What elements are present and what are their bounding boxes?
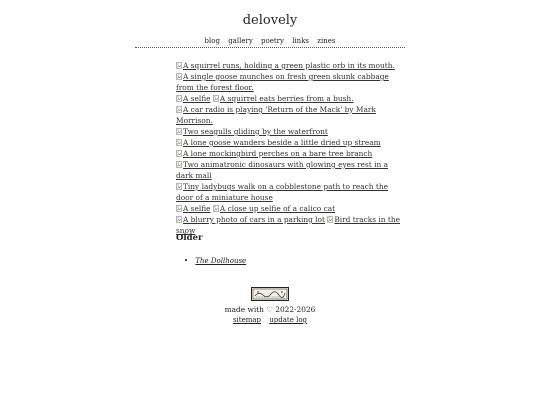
gallery-photo-alt-text: A lone mockingbird perches on a bare tree branch: [183, 149, 373, 158]
nav-link-gallery[interactable]: gallery: [228, 37, 253, 45]
gallery-row: [176, 203, 406, 214]
gallery-row: [176, 71, 406, 93]
main-nav: [0, 37, 540, 45]
gallery-row: [176, 214, 406, 236]
nav-link-zines[interactable]: zines: [317, 37, 336, 45]
gallery-photo-alt-text: A squirrel eats berries from a bush.: [219, 94, 354, 103]
site-title: delovely: [242, 13, 298, 28]
footer-link-sitemap[interactable]: sitemap: [232, 316, 262, 324]
gallery-photo-link[interactable]: [213, 204, 335, 213]
broken-image-icon: [327, 216, 333, 223]
gallery-photo-alt-text: A close up selfie of a calico cat: [219, 204, 336, 213]
list-item: [184, 257, 246, 265]
delovely-badge-image: [251, 287, 289, 301]
footer-links: [0, 316, 540, 324]
gallery-photo-link[interactable]: [176, 182, 388, 202]
nav-link-links[interactable]: links: [292, 37, 310, 45]
broken-image-icon: [176, 216, 182, 223]
gallery-row: [176, 148, 406, 159]
gallery-photo-link[interactable]: [176, 138, 381, 147]
older-link-the-dollhouse[interactable]: The Dollhouse: [195, 257, 247, 265]
broken-image-icon: [176, 139, 182, 146]
gallery-photo-link[interactable]: [176, 127, 328, 136]
site-badge[interactable]: [251, 286, 289, 300]
gallery-row: [176, 104, 406, 126]
gallery-photo-link[interactable]: [176, 61, 395, 70]
gallery-photo-link[interactable]: [176, 149, 372, 158]
gallery-photo-link[interactable]: [176, 105, 376, 125]
gallery-photo-alt-text: A selfie: [183, 94, 211, 103]
gallery-photo-alt-text: A car radio is playing 'Return of the Mack' by Mark Morrison.: [176, 105, 376, 125]
gallery-photo-alt-text: Two animatronic dinosaurs with glowing eyes rest in a dark mall: [176, 160, 389, 180]
older-heading: Older: [176, 233, 203, 243]
broken-image-icon: [213, 205, 219, 212]
older-list: [184, 257, 246, 265]
broken-image-icon: [176, 73, 182, 80]
gallery-photo-link[interactable]: [176, 72, 389, 92]
gallery-photo-alt-text: A single goose munches on fresh green skunk cabbage from the forest floor.: [176, 72, 389, 92]
gallery-photo-link[interactable]: [176, 204, 211, 213]
gallery-photo-link[interactable]: [176, 215, 325, 224]
broken-image-icon: [176, 95, 182, 102]
gallery-photo-alt-text: A blurry photo of cars in a parking lot: [183, 215, 325, 224]
gallery-row: [176, 126, 406, 137]
gallery-row: [176, 137, 406, 148]
broken-image-icon: [176, 183, 182, 190]
broken-image-icon: [213, 95, 219, 102]
broken-image-icon: [176, 205, 182, 212]
gallery-row: [176, 159, 406, 181]
gallery-photo-alt-text: Bird tracks in the snow: [176, 215, 400, 235]
gallery-photo-alt-text: Two seagulls gliding by the waterfront: [183, 127, 328, 136]
gallery-photo-alt-text: A lone goose wanders beside a little dried up stream: [183, 138, 381, 147]
footer-link-update-log[interactable]: update log: [269, 316, 308, 324]
nav-link-poetry[interactable]: poetry: [261, 37, 284, 45]
made-with-text: made with ♡ 2022-2026: [224, 305, 316, 314]
gallery-photo-alt-text: A squirrel runs, holding a green plastic orb in its mouth.: [183, 61, 395, 70]
gallery-photo-link[interactable]: [213, 94, 354, 103]
nav-divider: [135, 47, 405, 48]
gallery-row: [176, 181, 406, 203]
gallery-photo-link[interactable]: [176, 160, 388, 180]
broken-image-icon: [176, 62, 182, 69]
gallery-photo-link[interactable]: [176, 94, 211, 103]
gallery-row: [176, 60, 406, 71]
photo-gallery: [176, 60, 406, 236]
gallery-photo-alt-text: Tiny ladybugs walk on a cobblestone path to reach the door of a miniature house: [176, 182, 388, 202]
broken-image-icon: [176, 128, 182, 135]
gallery-row: [176, 93, 406, 104]
broken-image-icon: [176, 150, 182, 157]
nav-link-blog[interactable]: blog: [204, 37, 220, 45]
gallery-photo-alt-text: A selfie: [183, 204, 211, 213]
broken-image-icon: [176, 161, 182, 168]
broken-image-icon: [176, 106, 182, 113]
